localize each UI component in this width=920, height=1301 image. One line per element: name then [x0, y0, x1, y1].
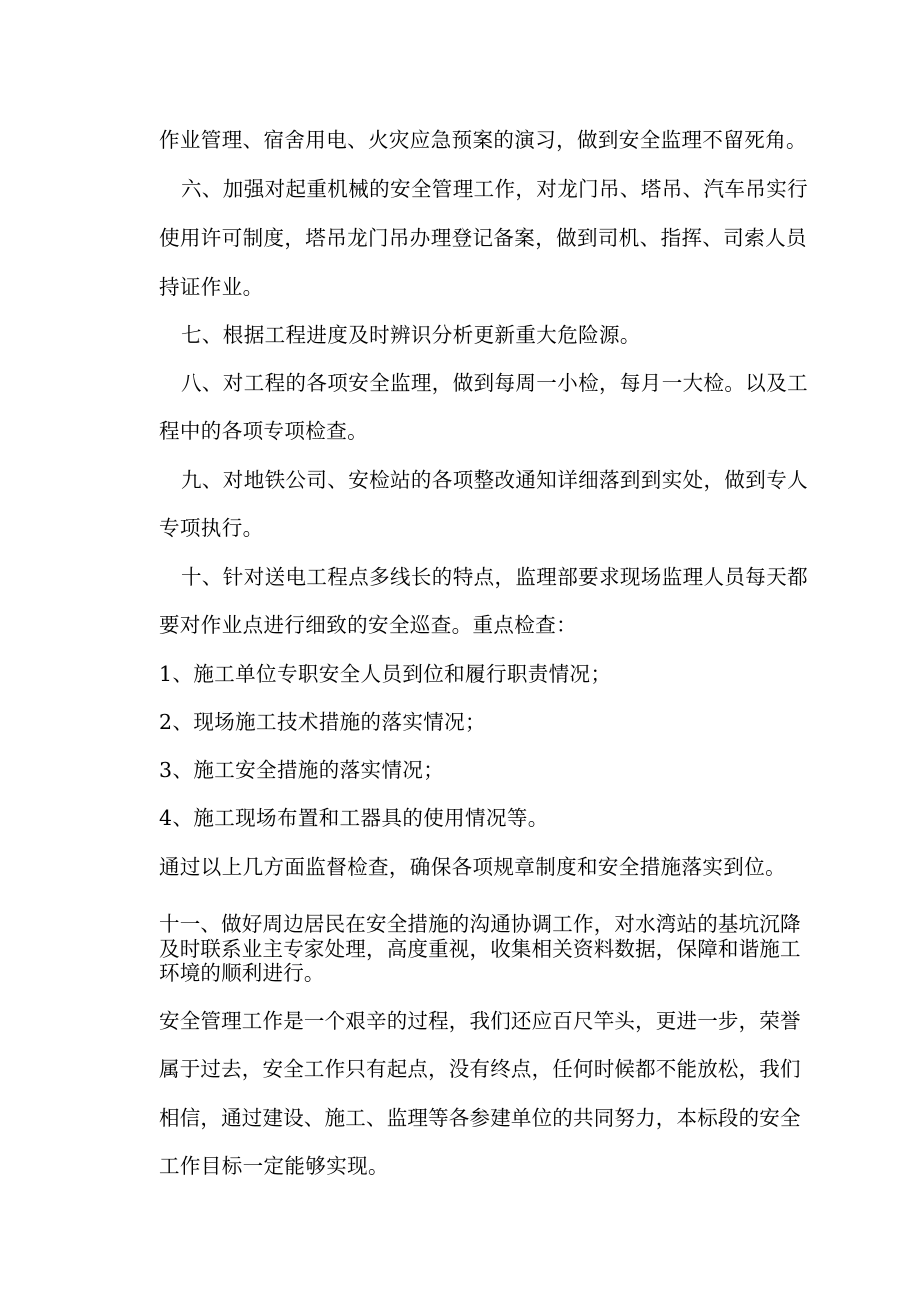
text-line-8: 九、对地铁公司、安检站的各项整改通知详细落到到实处，做到专人 [181, 468, 808, 492]
list-item-1: 1、施工单位专职安全人员到位和履行职责情况； [159, 662, 612, 686]
list-item-3: 3、施工安全措施的落实情况； [159, 758, 445, 782]
text-line-6: 八、对工程的各项安全监理，做到每周一小检，每月一大检。以及工 [181, 371, 808, 395]
text-line-1: 作业管理、宿舍用电、火灾应急预案的演习，做到安全监理不留死角。 [159, 128, 807, 152]
text-line-21: 属于过去，安全工作只有起点，没有终点，任何时候都不能放松，我们 [159, 1057, 801, 1081]
text-line-3: 使用许可制度，塔吊龙门吊办理登记备案，做到司机、指挥、司索人员 [159, 226, 807, 250]
text-line-4: 持证作业。 [159, 275, 264, 299]
text-line-17: 十一、做好周边居民在安全措施的沟通协调工作，对水湾站的基坑沉降 [159, 912, 801, 936]
list-item-4: 4、施工现场布置和工器具的使用情况等。 [159, 806, 549, 830]
text-line-18: 及时联系业主专家处理，高度重视，收集相关资料数据，保障和谐施工 [159, 937, 801, 961]
text-line-22: 相信，通过建设、施工、监理等各参建单位的共同努力，本标段的安全 [159, 1106, 801, 1130]
text-line-7: 程中的各项专项检查。 [159, 419, 368, 443]
text-line-16: 通过以上几方面监督检查，确保各项规章制度和安全措施落实到位。 [159, 855, 786, 879]
list-item-2: 2、现场施工技术措施的落实情况； [159, 710, 486, 734]
text-line-10: 十、针对送电工程点多线长的特点，监理部要求现场监理人员每天都 [181, 565, 808, 589]
text-line-11: 要对作业点进行细致的安全巡查。重点检查： [159, 613, 577, 637]
text-line-2: 六、加强对起重机械的安全管理工作，对龙门吊、塔吊、汽车吊实行 [181, 177, 808, 201]
text-line-20: 安全管理工作是一个艰辛的过程，我们还应百尺竿头，更进一步，荣誉 [159, 1009, 801, 1033]
text-line-23: 工作目标一定能够实现。 [159, 1154, 389, 1178]
text-line-9: 专项执行。 [159, 516, 264, 540]
text-line-19: 环境的顺利进行。 [159, 961, 325, 985]
text-line-5: 七、根据工程进度及时辨识分析更新重大危险源。 [181, 323, 641, 347]
